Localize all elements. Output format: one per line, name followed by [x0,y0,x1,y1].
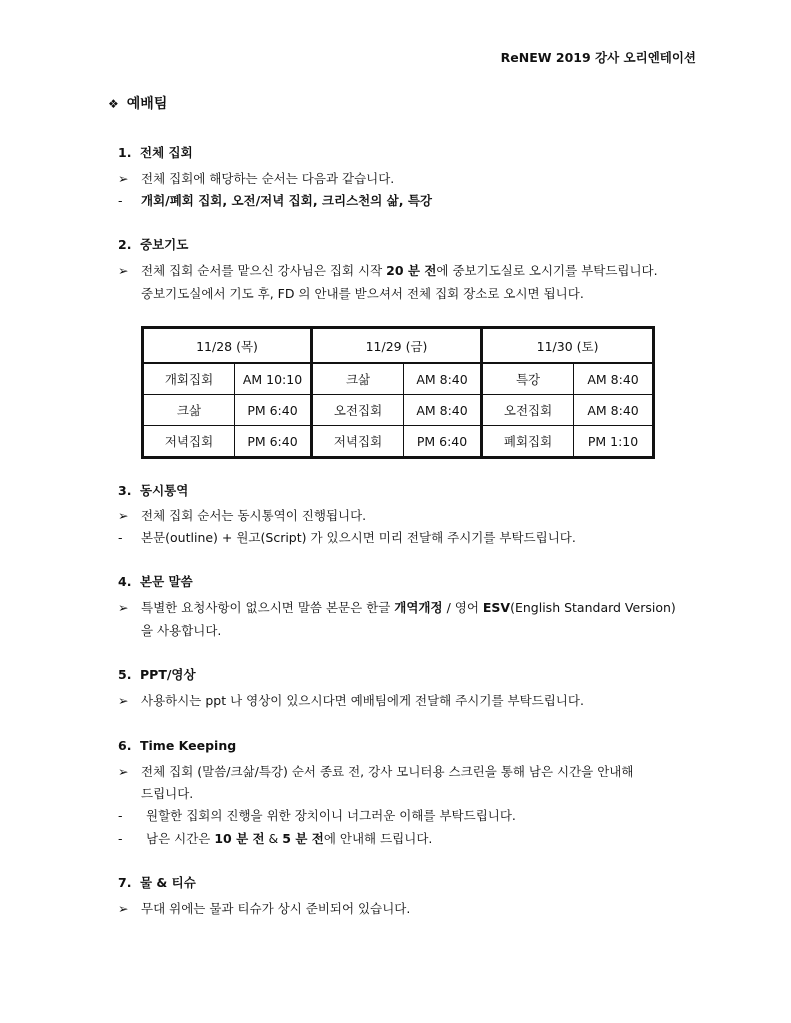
item-title: PPT/영상 [140,667,196,682]
session-cell: 오전집회 [482,395,574,426]
item-6-line-2: 드립니다. [141,786,194,801]
item-4-heading [118,574,193,589]
session-cell: 크삶 [143,395,235,426]
item-title: 본문 말씀 [140,574,193,589]
item-6-line-4 [146,831,432,846]
section-title-text: 예배팀 [126,96,168,112]
time-cell: PM 1:10 [574,426,654,458]
item-3-heading [118,483,188,498]
item-6-line-1: 전체 집회 (말씀/크삶/특강) 순서 종료 전, 강사 모니터용 스크린을 통해 남은 시간을 안내해 [141,764,634,779]
arrow-bullet-icon: ➢ [118,508,129,523]
arrow-bullet-icon: ➢ [118,764,129,779]
text-run: (English Standard Version) [510,600,676,615]
item-5-line-1: 사용하시는 ppt 나 영상이 있으시다면 예배팀에게 전달해 주시기를 부탁드립니다. [141,693,584,708]
time-cell: PM 6:40 [404,426,482,458]
emphasis-text: 개역개정 [394,600,443,615]
item-title: Time Keeping [140,738,237,753]
session-cell: 특강 [482,363,574,395]
text-run: / 영어 [442,600,483,615]
text-run: 남은 시간은 [146,831,215,846]
table-row [143,395,654,426]
item-number: 5. [118,667,132,682]
emphasis-text: 10 분 전 [214,831,265,846]
arrow-bullet-icon: ➢ [118,901,129,916]
item-7-heading [118,875,196,890]
emphasis-text: 5 분 전 [282,831,324,846]
dash-bullet: - [118,808,123,823]
item-number: 4. [118,574,132,589]
item-3-line-1: 전체 집회 순서는 동시통역이 진행됩니다. [141,508,367,523]
diamond-bullet-icon: ❖ [108,97,119,111]
text-run: 에 안내해 드립니다. [323,831,433,846]
emphasis-text: ESV [482,600,511,615]
session-cell: 저녁집회 [143,426,235,458]
time-cell: AM 8:40 [574,395,654,426]
day-header: 11/28 (목) [143,328,312,364]
item-title: 전체 집회 [140,145,193,160]
time-cell: PM 6:40 [235,395,312,426]
time-cell: PM 6:40 [235,426,312,458]
session-cell: 개회집회 [143,363,235,395]
dash-bullet: - [118,530,123,545]
item-5-heading [118,667,196,682]
arrow-bullet-icon: ➢ [118,693,129,708]
text-run: & [264,831,283,846]
item-1-heading [118,145,193,160]
item-2-line-1 [141,263,658,278]
table-header-row [143,328,654,364]
item-4-line-1 [141,600,676,615]
session-cell: 오전집회 [312,395,404,426]
item-number: 1. [118,145,132,160]
item-6-line-3: 원할한 집회의 진행을 위한 장치이니 너그러운 이해를 부탁드립니다. [146,808,516,823]
item-7-line-1: 무대 위에는 물과 티슈가 상시 준비되어 있습니다. [141,901,411,916]
arrow-bullet-icon: ➢ [118,171,129,186]
table-row [143,363,654,395]
document-header: ReNEW 2019 강사 오리엔테이션 [500,50,696,65]
schedule-table [141,326,655,459]
arrow-bullet-icon: ➢ [118,600,129,615]
text-run: 특별한 요청사항이 없으시면 말씀 본문은 한글 [141,600,395,615]
day-header: 11/29 (금) [312,328,482,364]
item-2-heading [118,237,188,252]
session-cell: 저녁집회 [312,426,404,458]
session-cell: 크삶 [312,363,404,395]
time-cell: AM 8:40 [404,395,482,426]
item-4-line-2: 을 사용합니다. [141,623,222,638]
item-3-line-2: 본문(outline) + 원고(Script) 가 있으시면 미리 전달해 주시기를 부탁드립니다. [141,530,576,545]
item-title: 물 & 티슈 [140,875,196,890]
day-header: 11/30 (토) [482,328,654,364]
text-run: 전체 집회 순서를 맡으신 강사님은 집회 시작 [141,263,387,278]
dash-bullet: - [118,831,123,846]
time-cell: AM 8:40 [404,363,482,395]
time-cell: AM 8:40 [574,363,654,395]
item-number: 7. [118,875,132,890]
dash-bullet: - [118,193,123,208]
emphasis-text: 20 분 전 [386,263,437,278]
item-2-line-2: 중보기도실에서 기도 후, FD 의 안내를 받으셔서 전체 집회 장소로 오시면 됩니다. [141,286,584,301]
section-title [108,96,167,113]
item-1-line-1: 전체 집회에 해당하는 순서는 다음과 같습니다. [141,171,395,186]
item-1-line-2: 개회/폐회 집회, 오전/저녁 집회, 크리스천의 삶, 특강 [141,193,432,208]
item-number: 2. [118,237,132,252]
session-cell: 폐회집회 [482,426,574,458]
text-run: 에 중보기도실로 오시기를 부탁드립니다. [436,263,658,278]
item-number: 6. [118,738,132,753]
arrow-bullet-icon: ➢ [118,263,129,278]
item-number: 3. [118,483,132,498]
item-title: 동시통역 [140,483,189,498]
time-cell: AM 10:10 [235,363,312,395]
item-title: 중보기도 [140,237,189,252]
table-row [143,426,654,458]
item-6-heading [118,738,236,753]
